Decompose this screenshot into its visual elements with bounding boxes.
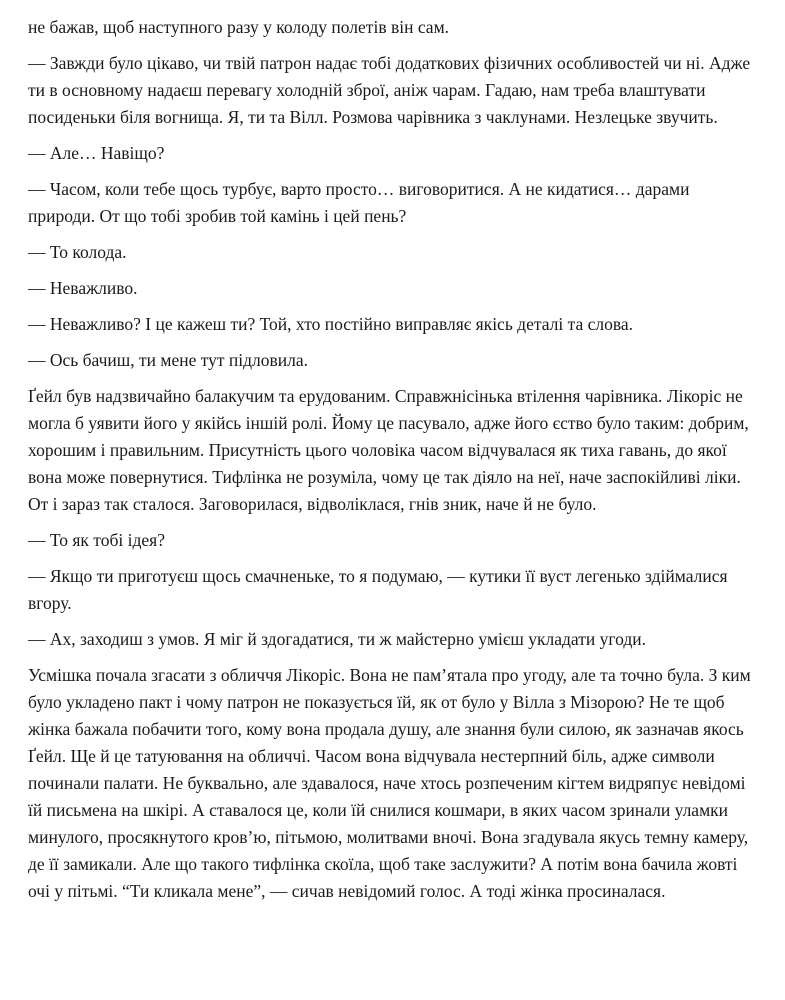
paragraph-1: не бажав, щоб наступного разу у колоду полетів він сам. bbox=[28, 17, 450, 37]
paragraph-10: — То як тобі ідея? bbox=[28, 530, 165, 550]
paragraph-5: — То колода. bbox=[28, 242, 127, 262]
paragraph-13: Усмішка почала згасати з обличчя Лікоріс. Вона не пам’ятала про угоду, але та точно була. З ким було укладено пакт і чому патрон не показується їй, як от було у Вілла з Мізорою? Не те щоб жінка бажала побачити того, кому вона продала душу, але знання були силою, як зазначав якось Ґейл. Ще й це татуювання на обличчі. Часом вона відчувала нестерпний біль, адже символи починали палати. Не буквально, але здавалося, наче хтось розпеченим кігтем видряпує невідомі їй письмена на шкірі. А ставалося це, коли їй снилися кошмари, в яких часом зринали уламки минулого, просякнутого кров’ю, пітьмою, молитвами вночі. Вона згадувала якусь темну камеру, де її замикали. Але що такого тифлінка скоїла, щоб таке заслужити? А потім вона бачила жовті очі у пітьмі. “Ти кликала мене”, — сичав невідомий голос. А тоді жінка просиналася. bbox=[28, 665, 751, 901]
paragraph-9: Ґейл був надзвичайно балакучим та ерудованим. Справжнісінька втілення чарівника. Лікоріс не могла б уявити його у якійсь іншій ролі. Йому це пасувало, адже його єство було таким: добрим, хорошим і правильним. Присутність цього чоловіка часом відчувалася як тиха гавань, до якої вона може повернутися. Тифлінка не розуміла, чому це так діяло на неї, наче заспокійливі ліки. От і зараз так сталося. Заговорилася, відволіклася, гнів зник, наче й не було. bbox=[28, 386, 749, 514]
paragraph-12: — Ах, заходиш з умов. Я міг й здогадатися, ти ж майстерно умієш укладати угоди. bbox=[28, 629, 646, 649]
paragraph-11: — Якщо ти приготуєш щось смачненьке, то я подумаю, — кутики її вуст легенько здіймалися вгору. bbox=[28, 566, 728, 613]
paragraph-2: — Завжди було цікаво, чи твій патрон надає тобі додаткових фізичних особливостей чи ні. Адже ти в основному надаєш перевагу холодній зброї, аніж чарам. Гадаю, нам треба влаштувати посиденьки біля вогнища. Я, ти та Вілл. Розмова чарівника з чаклунами. Незлецьке звучить. bbox=[28, 53, 751, 127]
paragraph-3: — Але… Навіщо? bbox=[28, 143, 165, 163]
paragraph-4: — Часом, коли тебе щось турбує, варто просто… виговоритися. А не кидатися… дарами природи. От що тобі зробив той камінь і цей пень? bbox=[28, 179, 690, 226]
paragraph-8: — Ось бачиш, ти мене тут підловила. bbox=[28, 350, 309, 370]
paragraph-7: — Неважливо? І це кажеш ти? Той, хто постійно виправляє якісь деталі та слова. bbox=[28, 314, 634, 334]
paragraph-6: — Неважливо. bbox=[28, 278, 138, 298]
